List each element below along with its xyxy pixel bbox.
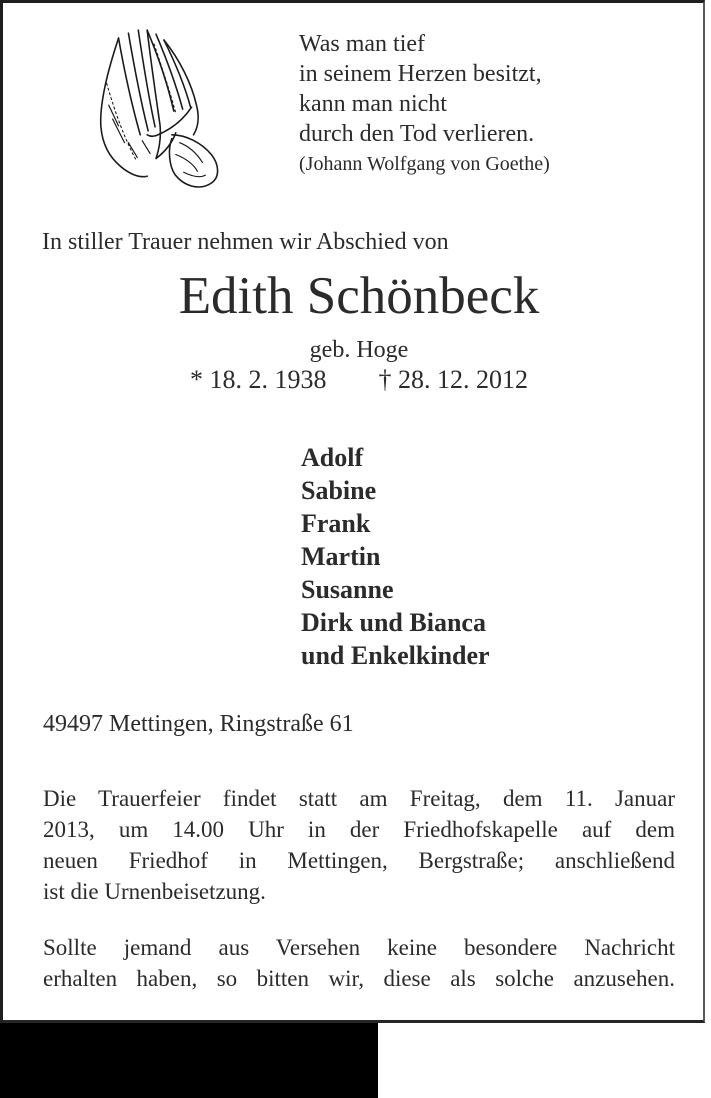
praying-hands-icon — [85, 23, 233, 213]
paragraph-line: erhalten haben, so bitten wir, diese als solche anzusehen. — [43, 966, 675, 991]
maiden-name: geb. Hoge — [309, 337, 409, 363]
paragraph-line: neuen Friedhof in Mettingen, Bergstraße; anschließend — [43, 848, 675, 873]
quote-attribution: (Johann Wolfgang von Goethe) — [299, 153, 550, 175]
paragraph-line: Die Trauerfeier findet statt am Freitag, dem 11. Januar — [43, 786, 675, 811]
mourner-name: und Enkelkinder — [301, 641, 490, 670]
intro-line: In stiller Trauer nehmen wir Abschied von — [42, 229, 449, 255]
funeral-info-paragraph — [43, 783, 675, 907]
mourner-name: Martin — [301, 542, 381, 571]
mourner-name: Dirk und Bianca — [301, 608, 486, 637]
deceased-name: Edith Schönbeck — [178, 267, 540, 325]
life-dates — [43, 365, 675, 395]
quote-line: kann man nicht — [299, 91, 447, 117]
death-date: † 28. 12. 2012 — [378, 365, 528, 394]
mourner-name: Adolf — [301, 443, 364, 472]
closing-note-paragraph — [43, 932, 675, 994]
quote-line: Was man tief — [299, 31, 426, 57]
mourner-name: Frank — [301, 509, 371, 538]
paragraph-line: ist die Urnenbeisetzung. — [43, 879, 266, 904]
birth-date: * 18. 2. 1938 — [190, 365, 327, 394]
quote-line: durch den Tod verlieren. — [299, 121, 535, 147]
redaction-block — [0, 1023, 378, 1098]
quote-block — [299, 29, 550, 180]
paragraph-line: Sollte jemand aus Versehen keine besondere Nachricht — [43, 935, 675, 960]
mourners-list — [301, 441, 490, 672]
mourner-name: Sabine — [301, 476, 377, 505]
quote-line: in seinem Herzen besitzt, — [299, 61, 542, 87]
paragraph-line: 2013, um 14.00 Uhr in der Friedhofskapelle auf dem — [43, 817, 675, 842]
address-line: 49497 Mettingen, Ringstraße 61 — [43, 711, 354, 737]
mourner-name: Susanne — [301, 575, 394, 604]
